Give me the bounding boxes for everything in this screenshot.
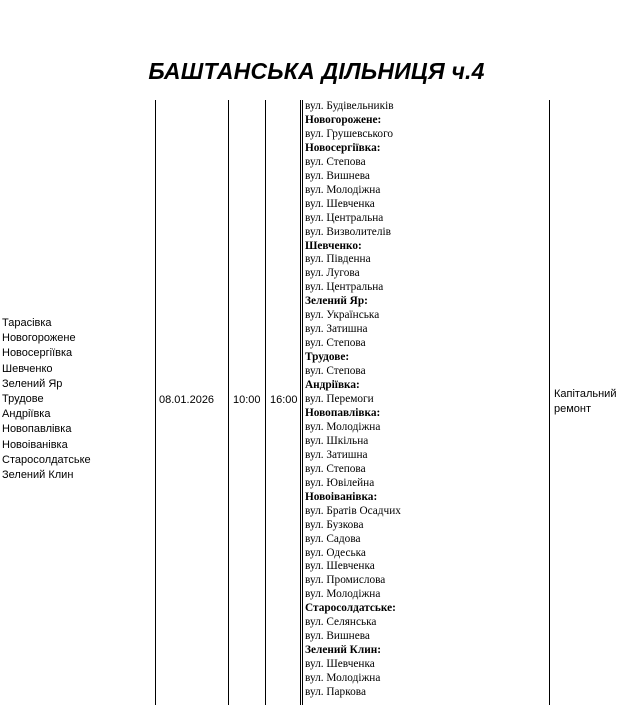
village-header: Зелений Клин: — [305, 644, 381, 657]
village-header: Андріївка: — [305, 379, 360, 392]
end-time: 16:00 — [270, 394, 298, 406]
village-header: Новоіванівка: — [305, 490, 378, 503]
street-item: вул. Молодіжна — [305, 420, 381, 433]
street-item: вул. Промислова — [305, 574, 386, 587]
outage-date: 08.01.2026 — [159, 394, 215, 406]
street-item: вул. Молодіжна — [305, 672, 381, 685]
column-divider — [155, 100, 156, 705]
settlement-item: Трудове — [2, 393, 44, 406]
settlement-item: Зелений Клин — [2, 469, 74, 482]
village-header: Шевченко: — [305, 239, 362, 252]
street-item: вул. Молодіжна — [305, 183, 381, 196]
village-header: Трудове: — [305, 351, 350, 364]
street-item: вул. Братів Осадчих — [305, 504, 401, 517]
street-item: вул. Селянська — [305, 616, 377, 629]
village-header: Старосолдатське: — [305, 602, 396, 615]
settlement-item: Новогорожене — [2, 332, 76, 345]
street-item: вул. Степова — [305, 155, 366, 168]
street-item: вул. Бузкова — [305, 518, 364, 531]
street-item: вул. Визволителів — [305, 225, 391, 238]
settlement-item: Зелений Яр — [2, 377, 63, 390]
street-item: вул. Одеська — [305, 546, 366, 559]
settlement-item: Новоіванівка — [2, 438, 68, 451]
settlement-item: Новопавлівка — [2, 423, 72, 436]
street-item: вул. Шевченка — [305, 197, 375, 210]
street-item: вул. Будівельників — [305, 100, 394, 112]
street-item: вул. Вишнева — [305, 630, 370, 643]
street-item: вул. Шкільна — [305, 434, 369, 447]
street-item: вул. Паркова — [305, 686, 366, 699]
street-item: вул. Центральна — [305, 281, 384, 294]
street-item: вул. Шевченка — [305, 658, 375, 671]
street-item: вул. Перемоги — [305, 393, 374, 406]
settlement-item: Новосергіївка — [2, 347, 73, 360]
start-time: 10:00 — [233, 394, 261, 406]
settlement-item: Старосолдатське — [2, 453, 91, 466]
outage-reason: Капітальний ремонт — [554, 388, 617, 415]
street-item: вул. Садова — [305, 532, 361, 545]
street-item: вул. Степова — [305, 365, 366, 378]
column-divider — [302, 100, 303, 705]
village-header: Новопавлівка: — [305, 406, 381, 419]
street-item: вул. Грушевського — [305, 127, 394, 140]
street-item: вул. Південна — [305, 253, 371, 266]
street-item: вул. Молодіжна — [305, 588, 381, 601]
village-header: Зелений Яр: — [305, 295, 368, 308]
street-item: вул. Степова — [305, 337, 366, 350]
column-divider — [228, 100, 229, 705]
page-title: БАШТАНСЬКА ДІЛЬНИЦЯ ч.4 — [148, 58, 485, 84]
street-item: вул. Степова — [305, 462, 366, 475]
column-divider — [549, 100, 550, 705]
column-divider — [300, 100, 301, 705]
streets-cell — [305, 100, 545, 700]
street-item: вул. Лугова — [305, 267, 360, 280]
outage-table — [0, 100, 633, 705]
settlement-item: Шевченко — [2, 362, 53, 375]
settlement-item: Андріївка — [2, 408, 51, 421]
village-header: Новосергіївка: — [305, 141, 381, 154]
column-divider — [265, 100, 266, 705]
street-item: вул. Центральна — [305, 211, 384, 224]
street-item: вул. Ювілейна — [305, 476, 375, 489]
settlement-item: Тарасівка — [2, 317, 52, 329]
village-header: Новогорожене: — [305, 113, 382, 126]
street-item: вул. Затишна — [305, 323, 368, 336]
street-item: вул. Вишнева — [305, 169, 370, 182]
street-item: вул. Українська — [305, 309, 380, 322]
street-item: вул. Шевченка — [305, 560, 375, 573]
settlements-cell — [2, 316, 152, 483]
street-item: вул. Затишна — [305, 448, 368, 461]
